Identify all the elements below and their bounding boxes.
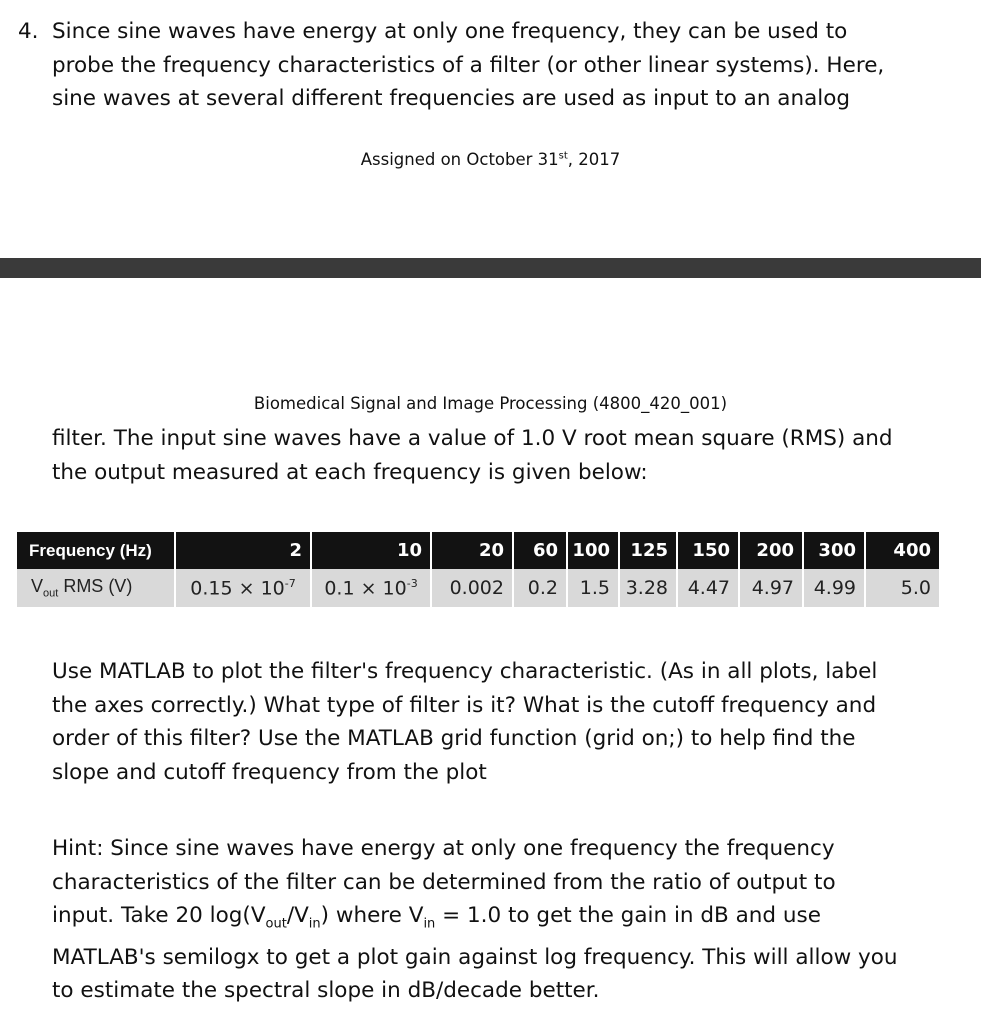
frequency-cell: 125: [619, 532, 677, 569]
frequency-cell: 200: [739, 532, 803, 569]
instructions-line: Use MATLAB to plot the filter's frequency characteristic. (As in all plots, label: [52, 659, 878, 684]
instructions-line: order of this filter? Use the MATLAB grid function (grid on;) to help find the: [52, 726, 856, 751]
frequency-cell: 2: [175, 532, 311, 569]
hint-line: to estimate the spectral slope in dB/decade better.: [52, 978, 600, 1004]
frequency-cell: 20: [431, 532, 513, 569]
assigned-date: Assigned on October 31st, 2017: [360, 150, 621, 169]
vout-cell: 3.28: [619, 569, 677, 607]
page-break-divider: [0, 258, 981, 278]
continuation-paragraph: [52, 422, 952, 489]
vout-cell: 1.5: [567, 569, 619, 607]
vout-label: $V_{out}$ RMS (V): [17, 569, 175, 607]
frequency-cell: 60: [513, 532, 567, 569]
question-line: Since sine waves have energy at only one frequency, they can be used to: [52, 19, 848, 44]
vout-cell: $0.1 \times 10^{-3}$: [311, 569, 431, 607]
instructions-paragraph: [52, 655, 952, 789]
frequency-cell: 400: [865, 532, 939, 569]
frequency-cell: 150: [677, 532, 739, 569]
vout-cell: 4.97: [739, 569, 803, 607]
vout-cell: 0.002: [431, 569, 513, 607]
question-line: sine waves at several different frequencies are used as input to an analog: [52, 86, 851, 111]
frequency-cell: 10: [311, 532, 431, 569]
frequency-label: Frequency (Hz): [17, 532, 175, 569]
hint-line: input. Take 20 $\log(V_{out}/V_{in})$ where $V_{in} = 1.0$ to get the gain in dB and use: [52, 903, 821, 932]
vout-cell: 4.99: [803, 569, 865, 607]
frequency-response-table: [17, 532, 939, 607]
question-paragraph: [18, 15, 968, 116]
frequency-cell: 100: [567, 532, 619, 569]
question-line: probe the frequency characteristics of a filter (or other linear systems). Here,: [52, 52, 885, 78]
hint-paragraph: [52, 832, 952, 1008]
instructions-line: slope and cutoff frequency from the plot: [52, 759, 487, 785]
vout-cell: $0.15 \times 10^{-7}$: [175, 569, 311, 607]
vout-row: [17, 569, 939, 607]
hint-line: characteristics of the filter can be determined from the ratio of output to: [52, 869, 836, 895]
vout-cell: 0.2: [513, 569, 567, 607]
continuation-line: filter. The input sine waves have a value of 1.0 V root mean square (RMS) and: [52, 426, 893, 451]
instructions-line: the axes correctly.) What type of filter is it? What is the cutoff frequency and: [52, 692, 877, 718]
question-number: 4.: [18, 19, 39, 44]
vout-cell: 4.47: [677, 569, 739, 607]
continuation-line: the output measured at each frequency is given below:: [52, 459, 648, 485]
vout-cell: 5.0: [865, 569, 939, 607]
question-text: [52, 15, 968, 116]
hint-line: MATLAB's semilogx to get a plot gain against log frequency. This will allow you: [52, 944, 898, 970]
hint-line: Hint: Since sine waves have energy at only one frequency the frequency: [52, 836, 835, 861]
course-header: Biomedical Signal and Image Processing (4800_420_001): [253, 394, 728, 413]
frequency-row: [17, 532, 939, 569]
frequency-cell: 300: [803, 532, 865, 569]
